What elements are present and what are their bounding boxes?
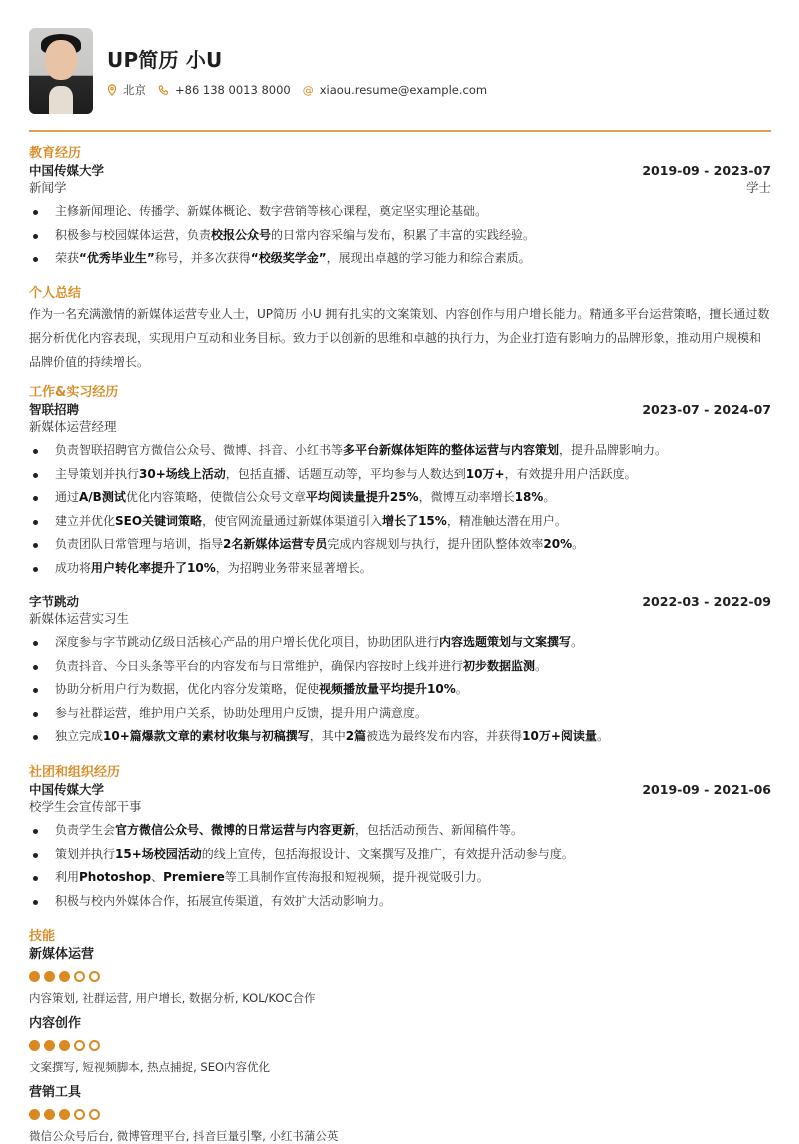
bullet-item: 负责抖音、今日头条等平台的内容发布与日常维护，确保内容按时上线并进行初步数据监测。: [29, 655, 771, 679]
bullet-item: 利用Photoshop、Premiere等工具制作宣传海报和短视频，提升视觉吸引力。: [29, 866, 771, 890]
empty-dot-icon: [89, 971, 100, 982]
filled-dot-icon: [44, 971, 55, 982]
job-role: 新媒体运营实习生: [29, 611, 130, 626]
filled-dot-icon: [29, 971, 40, 982]
bullet-item: 积极参与校园媒体运营，负责校报公众号的日常内容采编与发布，积累了丰富的实践经验。: [29, 224, 771, 248]
profile-photo: [29, 28, 93, 114]
contact-email: [303, 83, 487, 97]
empty-dot-icon: [89, 1109, 100, 1120]
skill-name: 新媒体运营: [29, 947, 95, 962]
skill-level-dots: [29, 1040, 771, 1051]
org-section: [29, 765, 771, 913]
bullet-item: 积极与校内外媒体合作，拓展宣传渠道，有效扩大活动影响力。: [29, 890, 771, 914]
bullet-item: 负责团队日常管理与培训，指导2名新媒体运营专员完成内容规划与执行，提升团队整体效率20%。: [29, 533, 771, 557]
date-range: 2019-09 - 2021-06: [642, 782, 771, 797]
summary-text: 作为一名充满激情的新媒体运营专业人士，UP简历 小U 拥有扎实的文案策划、内容创作与用户增长能力。精通多平台运营策略，擅长通过数据分析优化内容表现，实现用户互动和业务目标。致力于以创新的思维和卓越的执行力，为企业打造有影响力的品牌形象，推动用户规模和品牌价值的持续增长。: [29, 307, 770, 369]
skill-item: [29, 946, 771, 1006]
date-range: 2019-09 - 2023-07: [642, 163, 771, 178]
degree: 学士: [745, 180, 771, 195]
section-title: 技能: [29, 929, 56, 944]
bullet-item: 荣获“优秀毕业生”称号，并多次获得“校级奖学金”，展现出卓越的学习能力和综合素质。: [29, 247, 771, 271]
bullet-item: 深度参与字节跳动亿级日活核心产品的用户增长优化项目，协助团队进行内容选题策划与文案撰写。: [29, 631, 771, 655]
job-entry: [29, 401, 771, 580]
bullet-list: [29, 200, 771, 271]
skill-description: 微信公众号后台, 微博管理平台, 抖音巨量引擎, 小红书蒲公英: [29, 1129, 339, 1143]
section-title: 教育经历: [29, 146, 82, 161]
work-section: [29, 385, 771, 580]
filled-dot-icon: [29, 1040, 40, 1051]
bullet-item: 主导策划并执行30+场线上活动，包括直播、话题互动等，平均参与人数达到10万+，有效提升用户活跃度。: [29, 463, 771, 487]
skill-description: 内容策划, 社群运营, 用户增长, 数据分析, KOL/KOC合作: [29, 991, 316, 1005]
filled-dot-icon: [59, 1109, 70, 1120]
skill-item: [29, 1015, 771, 1075]
education-section: [29, 146, 771, 271]
at-sign-icon: @: [302, 83, 314, 97]
phone-text[interactable]: +86 138 0013 8000: [175, 83, 291, 97]
bullet-list: [29, 819, 771, 913]
company-name: 智联招聘: [29, 402, 80, 417]
bullet-item: 策划并执行15+场校园活动的线上宣传，包括海报设计、文案撰写及推广，有效提升活动参与度。: [29, 843, 771, 867]
candidate-name: UP简历 小U: [107, 48, 223, 72]
org-name: 中国传媒大学: [29, 782, 105, 797]
job-entry: [29, 593, 771, 749]
bullet-list: [29, 439, 771, 580]
company-name: 字节跳动: [29, 594, 80, 609]
location-text: 北京: [123, 83, 146, 97]
empty-dot-icon: [74, 1109, 85, 1120]
contact-location: [107, 82, 146, 98]
bullet-item: 参与社群运营，维护用户关系，协助处理用户反馈，提升用户满意度。: [29, 702, 771, 726]
bullet-item: 独立完成10+篇爆款文章的素材收集与初稿撰写，其中2篇被选为最终发布内容，并获得10万+阅读量。: [29, 725, 771, 749]
empty-dot-icon: [74, 971, 85, 982]
job-role: 新媒体运营经理: [29, 419, 117, 434]
skill-name: 内容创作: [29, 1016, 82, 1031]
bullet-item: 建立并优化SEO关键词策略，使官网流量通过新媒体渠道引入增长了15%，精准触达潜在用户。: [29, 510, 771, 534]
school-name: 中国传媒大学: [29, 163, 105, 178]
bullet-item: 成功将用户转化率提升了10%，为招聘业务带来显著增长。: [29, 557, 771, 581]
skill-level-dots: [29, 1109, 771, 1120]
bullet-item: 协助分析用户行为数据，优化内容分发策略，促使视频播放量平均提升10%。: [29, 678, 771, 702]
skill-description: 文案撰写, 短视频脚本, 热点捕捉, SEO内容优化: [29, 1060, 271, 1074]
section-title: 工作&实习经历: [29, 385, 119, 400]
major: 新闻学: [29, 180, 67, 195]
empty-dot-icon: [74, 1040, 85, 1051]
skill-name: 营销工具: [29, 1085, 82, 1100]
bullet-item: 主修新闻理论、传播学、新媒体概论、数字营销等核心课程，奠定坚实理论基础。: [29, 200, 771, 224]
bullet-item: 负责智联招聘官方微信公众号、微博、抖音、小红书等多平台新媒体矩阵的整体运营与内容策划，提升品牌影响力。: [29, 439, 771, 463]
bullet-item: 通过A/B测试优化内容策略，使微信公众号文章平均阅读量提升25%，微博互动率增长18%。: [29, 486, 771, 510]
skills-section: [29, 929, 771, 1144]
filled-dot-icon: [29, 1109, 40, 1120]
filled-dot-icon: [44, 1109, 55, 1120]
phone-icon: [158, 85, 169, 96]
contact-line: [107, 82, 499, 98]
skill-item: [29, 1084, 771, 1144]
filled-dot-icon: [59, 1040, 70, 1051]
resume-header: [29, 28, 499, 114]
section-title: 个人总结: [29, 286, 82, 301]
empty-dot-icon: [89, 1040, 100, 1051]
date-range: 2023-07 - 2024-07: [642, 402, 771, 417]
contact-phone: [158, 83, 291, 97]
header-divider: [29, 130, 771, 132]
skill-level-dots: [29, 971, 771, 982]
bullet-list: [29, 631, 771, 749]
filled-dot-icon: [44, 1040, 55, 1051]
filled-dot-icon: [59, 971, 70, 982]
org-role: 校学生会宣传部干事: [29, 799, 142, 814]
section-title: 社团和组织经历: [29, 765, 121, 780]
date-range: 2022-03 - 2022-09: [642, 594, 771, 609]
bullet-item: 负责学生会官方微信公众号、微博的日常运营与内容更新，包括活动预告、新闻稿件等。: [29, 819, 771, 843]
summary-section: [29, 286, 771, 374]
email-text[interactable]: xiaou.resume@example.com: [319, 83, 488, 97]
map-pin-icon: [107, 84, 117, 96]
